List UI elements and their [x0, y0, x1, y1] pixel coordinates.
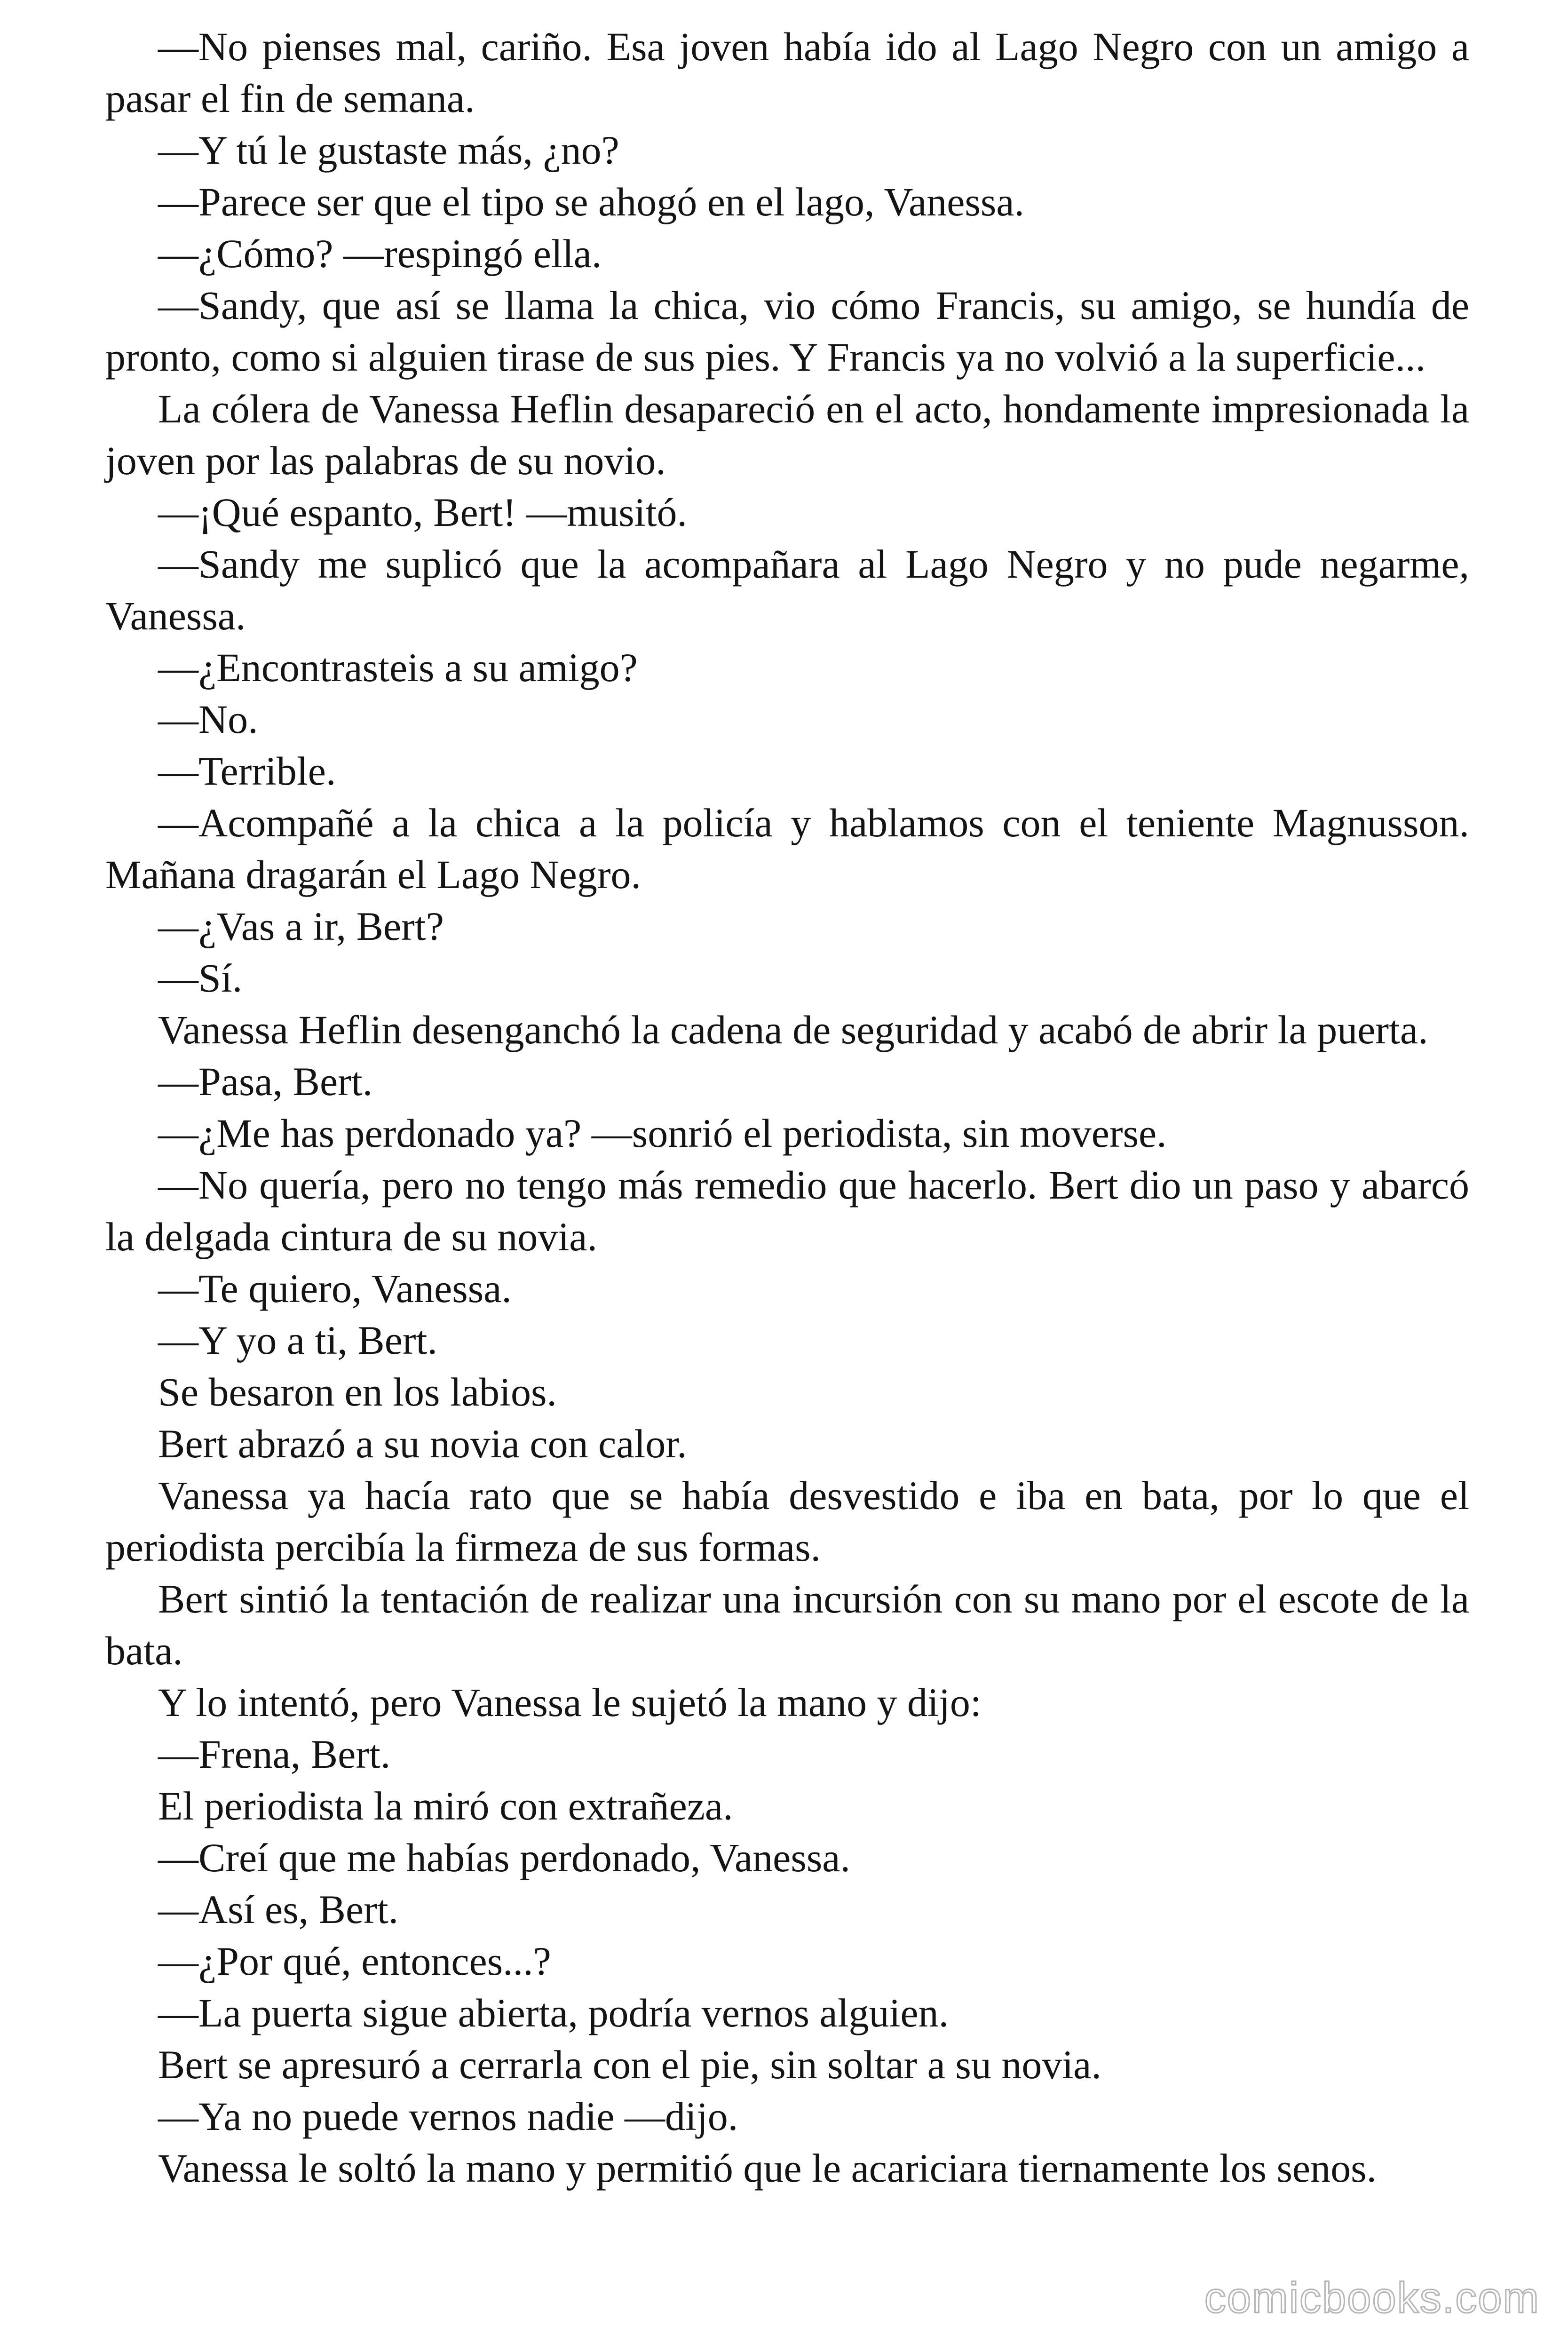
- body-text: [105, 21, 1469, 2194]
- paragraph: —No quería, pero no tengo más remedio que hacerlo. Bert dio un paso y abarcó la delgada cintura de su novia.: [105, 1162, 1469, 1259]
- paragraph: —Así es, Bert.: [158, 1887, 399, 1932]
- paragraph: —¿Por qué, entonces...?: [158, 1939, 551, 1984]
- paragraph: —¿Me has perdonado ya? —sonrió el periodista, sin moverse.: [158, 1111, 1167, 1156]
- paragraph: —Y tú le gustaste más, ¿no?: [158, 127, 619, 173]
- paragraph: Vanessa le soltó la mano y permitió que le acariciara tiernamente los senos.: [158, 2145, 1377, 2191]
- watermark-text: comicbooks.com: [1204, 2274, 1540, 2322]
- paragraph: Vanessa ya hacía rato que se había desvestido e iba en bata, por lo que el periodista percibía la firmeza de sus formas.: [105, 1473, 1469, 1570]
- paragraph: La cólera de Vanessa Heflin desapareció en el acto, hondamente impresionada la joven por las palabras de su novio.: [105, 386, 1469, 483]
- paragraph: —Y yo a ti, Bert.: [158, 1318, 437, 1363]
- paragraph: —Sí.: [158, 955, 243, 1001]
- paragraph: —¿Cómo? —respingó ella.: [158, 231, 602, 276]
- paragraph: —Sandy me suplicó que la acompañara al Lago Negro y no pude negarme, Vanessa.: [105, 541, 1469, 638]
- paragraph: —Te quiero, Vanessa.: [158, 1266, 512, 1311]
- paragraph: Y lo intentó, pero Vanessa le sujetó la mano y dijo:: [158, 1680, 982, 1725]
- paragraph: —Frena, Bert.: [158, 1732, 391, 1777]
- paragraph: Bert sintió la tentación de realizar una incursión con su mano por el escote de la bata.: [105, 1576, 1469, 1673]
- paragraph: —La puerta sigue abierta, podría vernos alguien.: [158, 1990, 949, 2035]
- paragraph: —Terrible.: [158, 748, 336, 794]
- paragraph: Vanessa Heflin desenganchó la cadena de seguridad y acabó de abrir la puerta.: [158, 1007, 1428, 1052]
- paragraph: —No pienses mal, cariño. Esa joven había ido al Lago Negro con un amigo a pasar el fin de semana.: [105, 24, 1469, 121]
- paragraph: —¡Qué espanto, Bert! —musitó.: [158, 490, 687, 535]
- paragraph: —Sandy, que así se llama la chica, vio cómo Francis, su amigo, se hundía de pronto, como si alguien tirase de sus pies. Y Francis ya no volvió a la superficie...: [105, 283, 1469, 380]
- paragraph: —No.: [158, 697, 258, 742]
- paragraph: —Acompañé a la chica a la policía y hablamos con el teniente Magnusson. Mañana dragarán el Lago Negro.: [105, 800, 1469, 897]
- paragraph: Bert abrazó a su novia con calor.: [158, 1421, 687, 1466]
- paragraph: —Parece ser que el tipo se ahogó en el lago, Vanessa.: [158, 179, 1025, 224]
- paragraph: —¿Encontrasteis a su amigo?: [158, 645, 638, 690]
- paragraph: —Creí que me habías perdonado, Vanessa.: [158, 1835, 850, 1880]
- paragraph: —Ya no puede vernos nadie —dijo.: [158, 2094, 738, 2139]
- paragraph: Bert se apresuró a cerrarla con el pie, sin soltar a su novia.: [158, 2042, 1101, 2087]
- paragraph: —¿Vas a ir, Bert?: [158, 904, 444, 949]
- paragraph: Se besaron en los labios.: [158, 1369, 557, 1414]
- paragraph: El periodista la miró con extrañeza.: [158, 1783, 733, 1828]
- paragraph: —Pasa, Bert.: [158, 1059, 373, 1104]
